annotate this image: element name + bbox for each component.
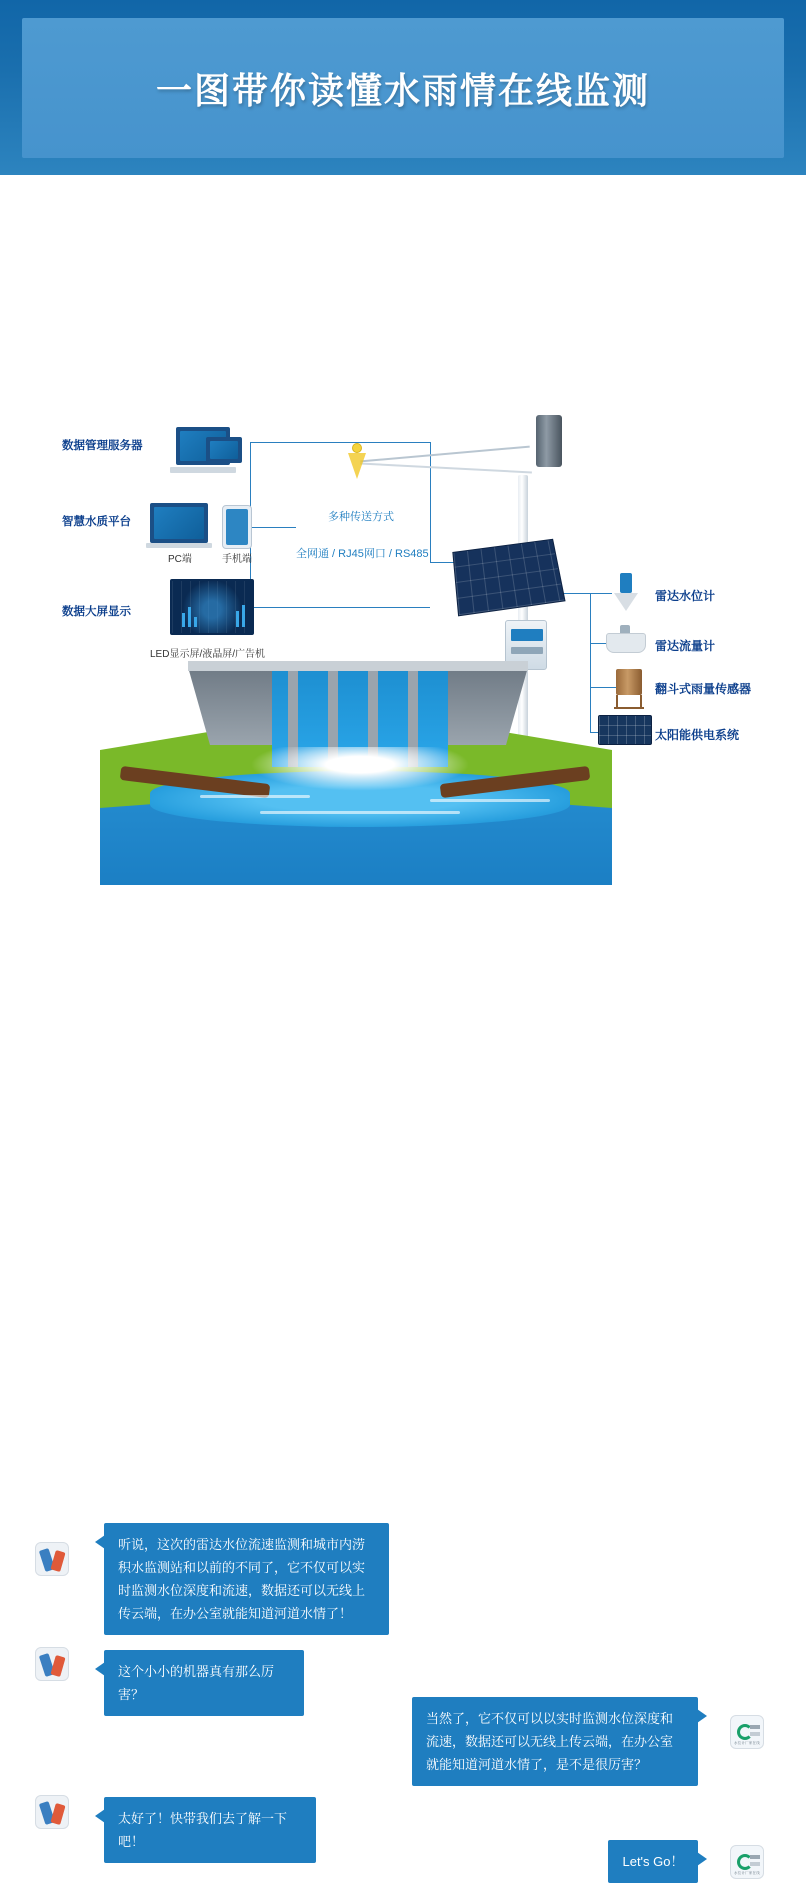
label-transmission-title: 多种传送方式 bbox=[328, 511, 394, 523]
page-banner bbox=[0, 0, 806, 175]
caption-mobile-terminal: 手机端 bbox=[222, 554, 252, 565]
chat-bubble-4: 太好了！快带我们去了解一下吧！ bbox=[104, 1797, 316, 1863]
connector-line-server bbox=[250, 442, 430, 443]
avatar bbox=[730, 1715, 764, 1749]
page-title: 一图带你读懂水雨情在线监测 bbox=[155, 69, 650, 111]
chat-bubble-1: 听说，这次的雷达水位流速监测和城市内涝积水监测站和以前的不同了，它不仅可以实时监测水位深度和流速，数据还可以无线上传云端，在办公室就能知道河道水情了！ bbox=[104, 1523, 389, 1635]
tipping-bucket-rain-sensor-icon bbox=[612, 667, 646, 711]
rain-gauge-on-mast-icon bbox=[536, 415, 562, 467]
server-secondary-screen-icon bbox=[206, 437, 242, 463]
chat-bubble-3: 当然了，它不仅可以以实时监测水位深度和流速，数据还可以无线上传云端，在办公室就能知道河道水情了，是不是很厉害？ bbox=[412, 1697, 698, 1786]
avatar bbox=[35, 1647, 69, 1681]
mast-arm bbox=[360, 446, 530, 463]
avatar bbox=[35, 1795, 69, 1829]
label-smart-water-quality-platform: 智慧水质平台 bbox=[62, 516, 131, 528]
server-monitor-stand bbox=[170, 467, 236, 473]
label-radar-flow-meter: 雷达流量计 bbox=[655, 639, 716, 653]
led-big-screen-icon bbox=[170, 579, 254, 635]
connector-line-platform bbox=[250, 527, 296, 528]
radar-beam-cone bbox=[348, 453, 366, 479]
banner-inner-panel bbox=[22, 18, 784, 158]
label-solar-power-system: 太阳能供电系统 bbox=[655, 728, 740, 742]
connector-line-vertical-center bbox=[430, 442, 431, 562]
monitoring-station-pole bbox=[518, 475, 528, 755]
mobile-phone-icon bbox=[222, 505, 252, 549]
pc-monitor-stand bbox=[146, 543, 212, 548]
caption-led-screen: LED显示屏/液晶屏/广告机 bbox=[150, 649, 266, 660]
mast-arm-secondary bbox=[360, 463, 532, 474]
label-data-big-screen-display: 数据大屏显示 bbox=[62, 606, 131, 618]
conversation-section bbox=[0, 755, 806, 1875]
solar-panel-on-mast-icon bbox=[452, 539, 565, 617]
label-transmission-detail: 全网通 / RJ45网口 / RS485 bbox=[296, 548, 429, 560]
sensor-head-icon bbox=[352, 443, 362, 453]
label-tipping-bucket-rain-sensor: 翻斗式雨量传感器 bbox=[655, 682, 752, 696]
solar-power-system-icon bbox=[598, 715, 652, 745]
radar-water-level-gauge-icon bbox=[608, 573, 644, 615]
chat-bubble-5: Let's Go！ bbox=[608, 1840, 698, 1883]
pc-monitor-icon bbox=[150, 503, 208, 543]
radar-flow-meter-icon bbox=[604, 625, 648, 659]
chat-bubble-2: 这个小小的机器真有那么厉害？ bbox=[104, 1650, 304, 1716]
avatar bbox=[35, 1542, 69, 1576]
system-topology-diagram bbox=[0, 175, 806, 740]
connector-line-bigscreen bbox=[250, 607, 430, 608]
label-data-management-server: 数据管理服务器 bbox=[62, 440, 143, 452]
avatar bbox=[730, 1845, 764, 1879]
connector-line-right-bus bbox=[590, 593, 591, 733]
caption-pc-terminal: PC端 bbox=[168, 554, 192, 565]
dam-deck bbox=[188, 661, 528, 671]
avatar-caption: 水位计厂家在线 bbox=[734, 1741, 760, 1745]
label-radar-water-level-gauge: 雷达水位计 bbox=[655, 589, 716, 603]
avatar-caption: 水位计厂家在线 bbox=[734, 1871, 760, 1875]
